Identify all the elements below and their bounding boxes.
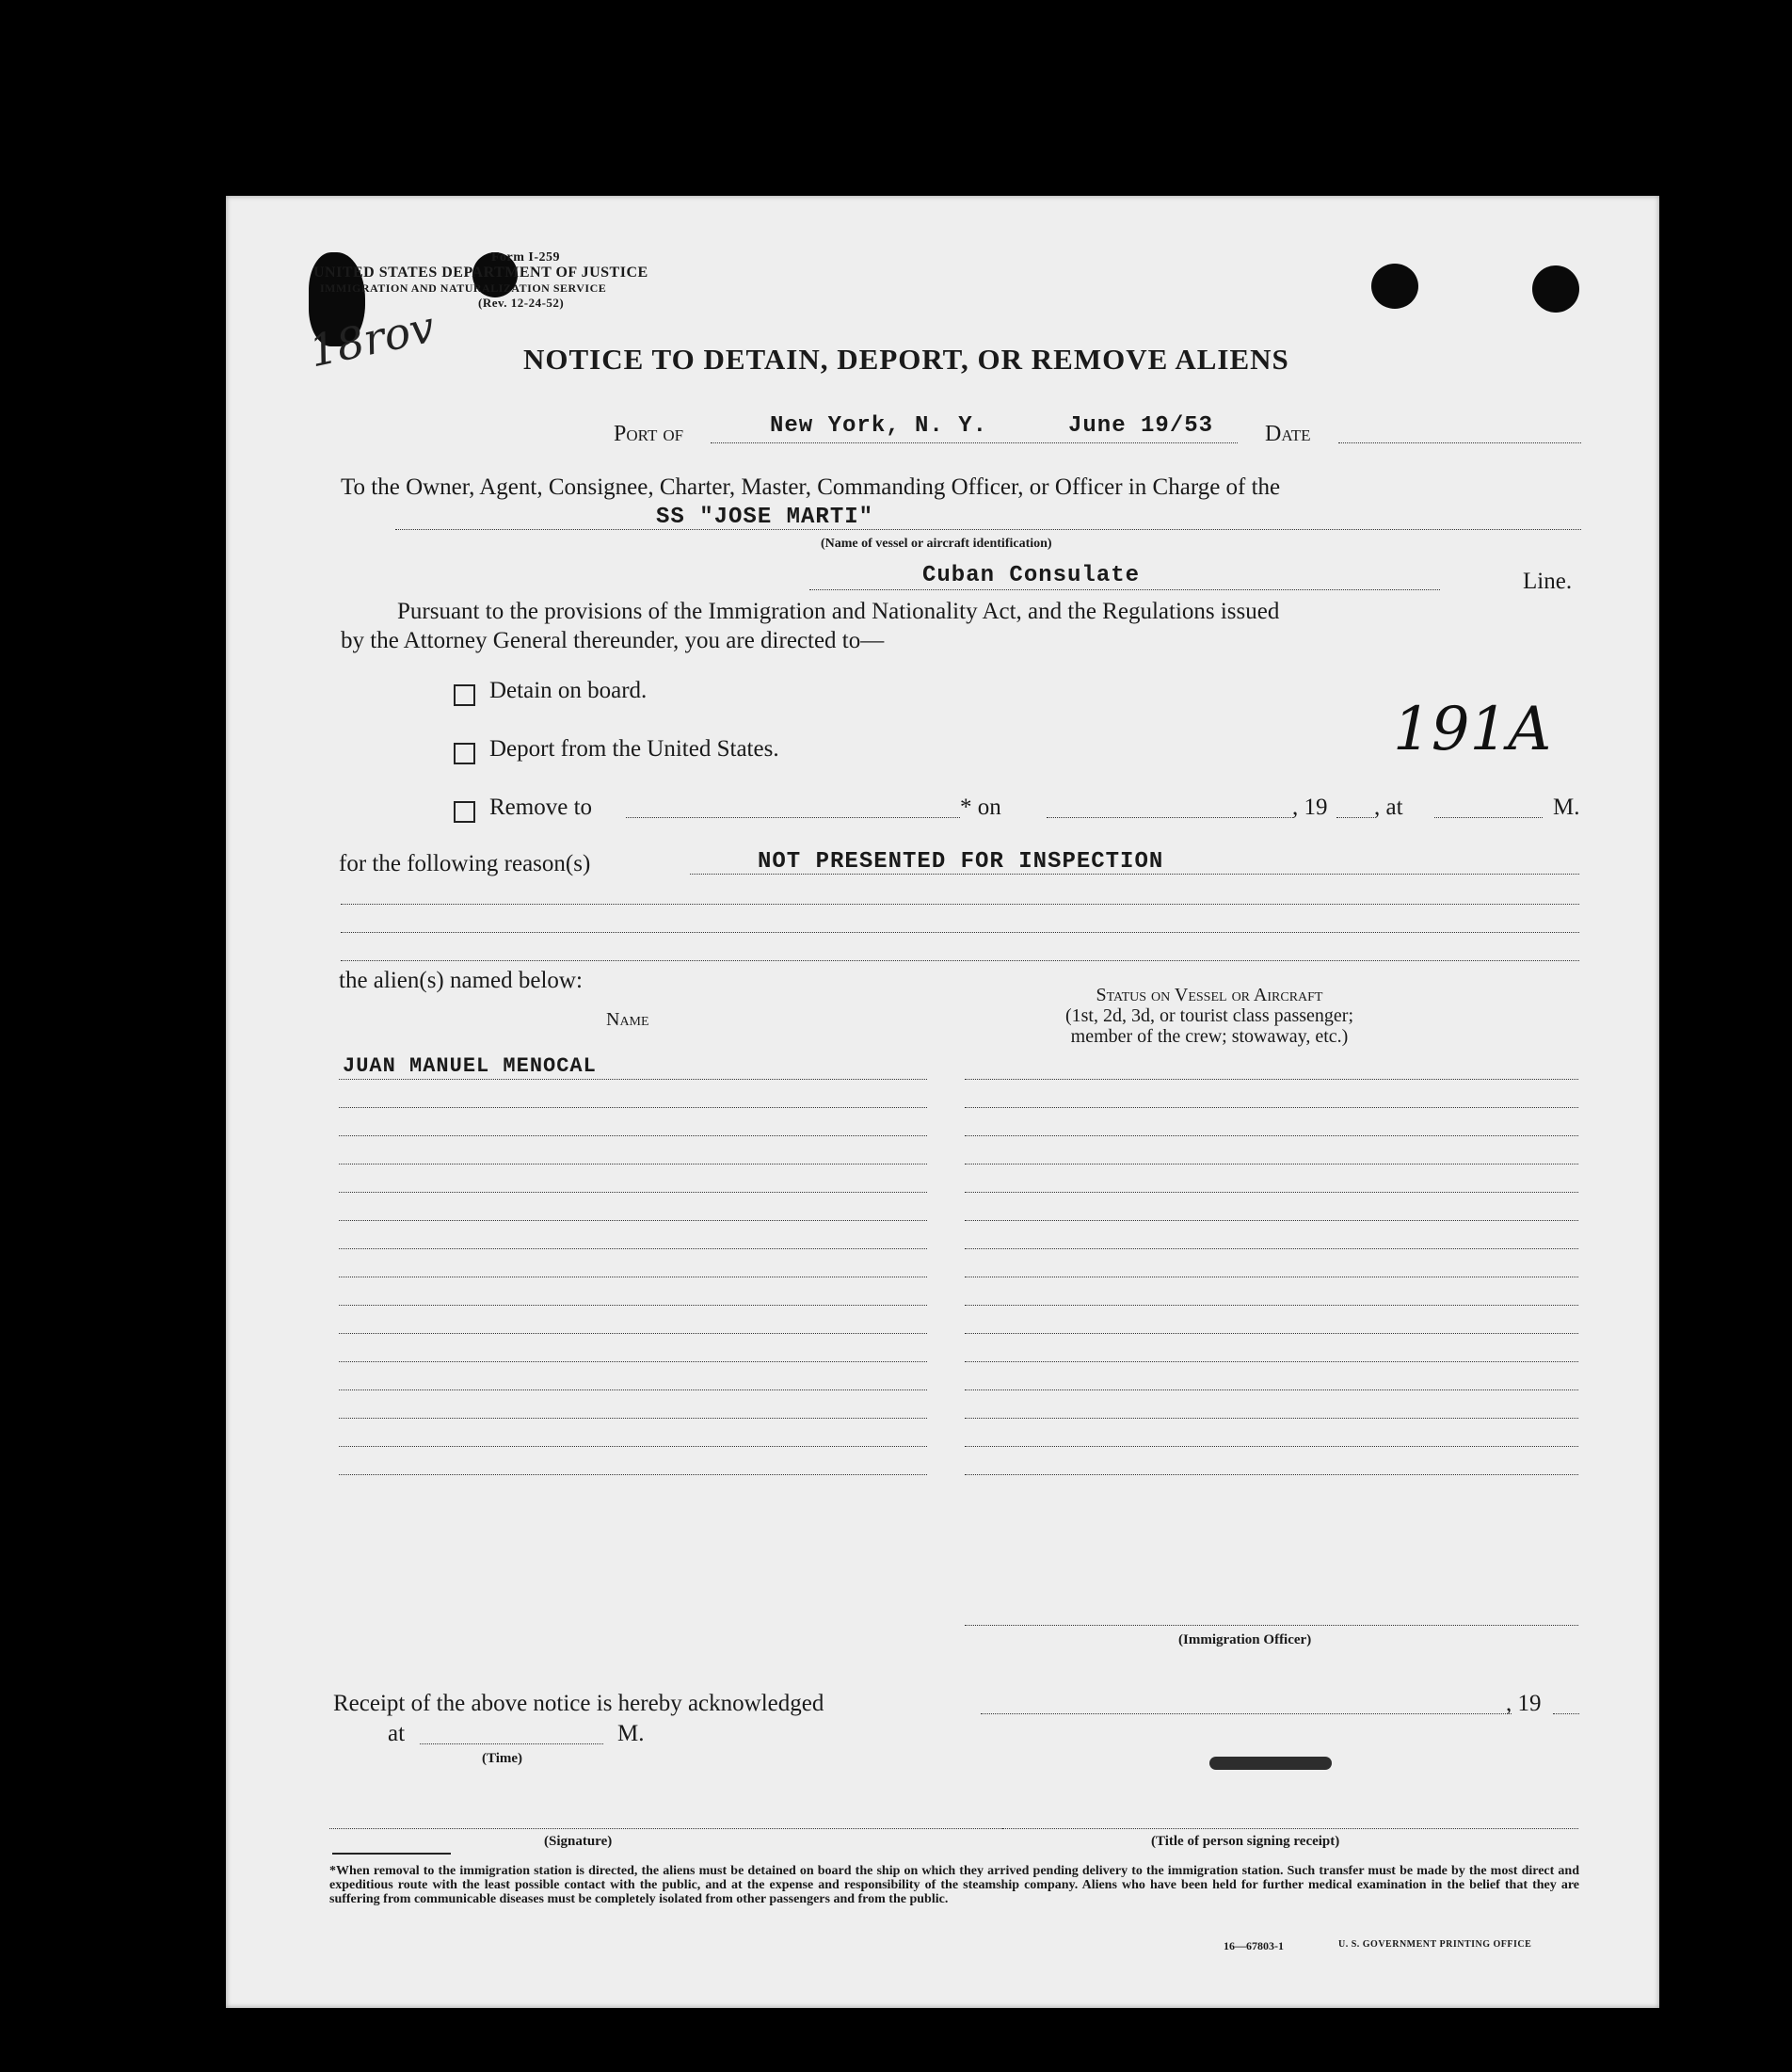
receipt-m-label: M. — [617, 1721, 645, 1746]
agency-line2: IMMIGRATION AND NATURALIZATION SERVICE — [320, 281, 607, 295]
name-row-line[interactable] — [339, 1107, 927, 1108]
name-row-line[interactable] — [339, 1079, 927, 1080]
status-row-line[interactable] — [965, 1418, 1578, 1419]
form-page — [226, 196, 1659, 2008]
status-header-line1: Status on Vessel or Aircraft — [1096, 985, 1323, 1005]
reasons-label: for the following reason(s) — [339, 851, 591, 876]
name-row-line[interactable] — [339, 1192, 927, 1193]
reason-line-2[interactable] — [341, 904, 1579, 905]
name-row-line[interactable] — [339, 1135, 927, 1136]
remove-m-label: M. — [1553, 795, 1580, 820]
remove-date-line[interactable] — [1047, 817, 1293, 818]
pursuant-line2: by the Attorney General thereunder, you are directed to— — [341, 628, 885, 653]
receipt-at-label: at — [388, 1721, 406, 1746]
handwritten-mark: 18rov — [304, 300, 440, 377]
punch-hole-right-2 — [1532, 265, 1579, 313]
officer-caption: (Immigration Officer) — [1178, 1632, 1312, 1647]
status-header-line2: (1st, 2d, 3d, or tourist class passenger; — [1064, 1005, 1354, 1026]
name-row-line[interactable] — [339, 1220, 927, 1221]
status-row-line[interactable] — [965, 1107, 1578, 1108]
status-row-line[interactable] — [965, 1446, 1578, 1447]
receipt-text: Receipt of the above notice is hereby acknowledged — [333, 1691, 824, 1716]
vessel-line — [395, 529, 1581, 530]
name-row-line[interactable] — [339, 1418, 927, 1419]
remove-year-label: , 19 — [1292, 795, 1328, 820]
deport-checkbox[interactable] — [454, 743, 475, 764]
agency-line1: UNITED STATES DEPARTMENT OF JUSTICE — [313, 265, 648, 281]
status-row-line[interactable] — [965, 1333, 1578, 1334]
status-header-line3: member of the crew; stowaway, etc.) — [1070, 1026, 1349, 1047]
receipt-time-line[interactable] — [420, 1743, 603, 1744]
status-row-line[interactable] — [965, 1305, 1578, 1306]
line-label: Line. — [1523, 569, 1573, 594]
status-column-header — [1002, 985, 1416, 1047]
receipt-year: , 19 — [1506, 1691, 1542, 1716]
status-row-line[interactable] — [965, 1474, 1578, 1475]
detain-label: Detain on board. — [489, 678, 648, 703]
vessel-value[interactable]: SS "JOSE MARTI" — [656, 505, 874, 530]
name-row-line[interactable] — [339, 1248, 927, 1249]
reason-line-3[interactable] — [341, 932, 1579, 933]
name-column-header: Name — [606, 1009, 649, 1030]
printer-label: U. S. GOVERNMENT PRINTING OFFICE — [1338, 1939, 1532, 1950]
print-code: 16—67803-1 — [1224, 1939, 1284, 1952]
punch-hole-right-1 — [1371, 264, 1418, 309]
signature-underline-mark — [332, 1853, 451, 1855]
date-line — [1338, 442, 1581, 443]
aliens-label: the alien(s) named below: — [339, 968, 583, 993]
name-row-line[interactable] — [339, 1305, 927, 1306]
signature-caption: (Signature) — [544, 1834, 613, 1849]
status-row-line[interactable] — [965, 1079, 1578, 1080]
date-value[interactable]: June 19/53 — [1068, 413, 1214, 439]
status-row-line[interactable] — [965, 1248, 1578, 1249]
port-value[interactable]: New York, N. Y. — [770, 413, 988, 439]
reason-value[interactable]: NOT PRESENTED FOR INSPECTION — [758, 849, 1164, 875]
name-row-line[interactable] — [339, 1389, 927, 1390]
handwritten-code: 191A — [1393, 695, 1552, 764]
name-row-line[interactable] — [339, 1361, 927, 1362]
receipt-date-line[interactable] — [981, 1713, 1512, 1714]
status-row-line[interactable] — [965, 1192, 1578, 1193]
ink-smudge — [1209, 1757, 1332, 1770]
time-caption: (Time) — [482, 1751, 523, 1766]
remove-checkbox[interactable] — [454, 801, 475, 823]
remove-time-line[interactable] — [1434, 817, 1543, 818]
deport-label: Deport from the United States. — [489, 736, 779, 762]
status-row-line[interactable] — [965, 1220, 1578, 1221]
name-row-line[interactable] — [339, 1474, 927, 1475]
page-title: NOTICE TO DETAIN, DEPORT, OR REMOVE ALIENS — [523, 343, 1289, 376]
name-row-line[interactable] — [339, 1333, 927, 1334]
name-row-line[interactable] — [339, 1446, 927, 1447]
port-line — [711, 442, 1238, 443]
receipt-title-caption: (Title of person signing receipt) — [1151, 1834, 1340, 1849]
status-row-line[interactable] — [965, 1389, 1578, 1390]
remove-to-line[interactable] — [626, 817, 960, 818]
remove-label: Remove to — [489, 795, 593, 820]
form-revision: (Rev. 12-24-52) — [478, 296, 565, 310]
receipt-year-line[interactable] — [1553, 1713, 1579, 1714]
line-name-line — [809, 589, 1440, 590]
pursuant-line1: Pursuant to the provisions of the Immigration and Nationality Act, and the Regulations issued — [397, 599, 1280, 624]
status-row-line[interactable] — [965, 1361, 1578, 1362]
port-label: Port of — [614, 422, 684, 446]
date-label: Date — [1265, 422, 1311, 446]
remove-year-line[interactable] — [1336, 817, 1374, 818]
remove-on-label: * on — [960, 795, 1001, 820]
alien-name-1[interactable]: JUAN MANUEL MENOCAL — [343, 1054, 597, 1078]
addressee-text: To the Owner, Agent, Consignee, Charter, Master, Commanding Officer, or Officer in Charge of the — [341, 474, 1281, 500]
officer-signature-line[interactable] — [965, 1625, 1578, 1626]
reason-line-4[interactable] — [341, 960, 1579, 961]
remove-at-label: , at — [1374, 795, 1403, 820]
footnote: *When removal to the immigration station is directed, the aliens must be detained on board the ship on which they arrived pending delivery to the immigration station. Such transfer must be made by the most direct and expeditious route with the least possible contact with the public, and at the expense and responsibility of the steamship company. Aliens who have been held for further medical examination in the belief that they are suffering from communicable diseases must be completely isolated from other passengers and from the public. — [329, 1864, 1579, 1906]
signature-line[interactable] — [329, 1828, 1076, 1829]
line-value[interactable]: Cuban Consulate — [922, 563, 1141, 588]
form-number: Form I-259 — [491, 250, 561, 265]
receipt-title-line[interactable] — [1002, 1828, 1578, 1829]
vessel-caption: (Name of vessel or aircraft identification) — [821, 537, 1052, 551]
status-row-line[interactable] — [965, 1135, 1578, 1136]
detain-checkbox[interactable] — [454, 684, 475, 706]
